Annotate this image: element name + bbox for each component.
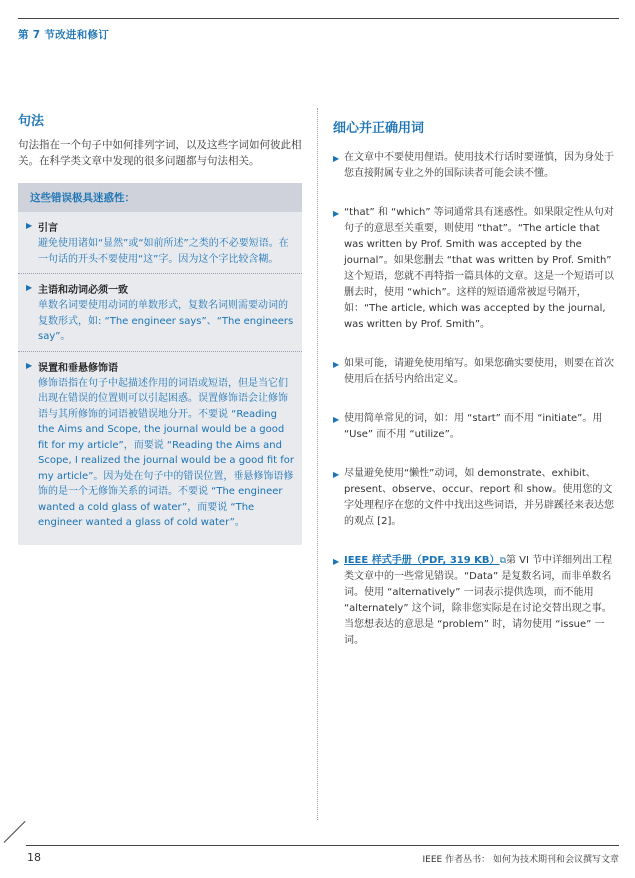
top-rule xyxy=(18,18,619,19)
list-item xyxy=(333,553,618,649)
syntax-intro: 句法指在一个句子中如何排列字词，以及这些字词如何彼此相关。在科学类文章中发现的很多问题都与句法相关。 xyxy=(18,139,302,167)
callout-item-body: 避免使用诸如“显然”或“如前所述”之类的不必要短语。在一句话的开头不要使用“这”字。因为这个字比较含糊。 xyxy=(38,238,289,265)
right-column xyxy=(333,117,618,672)
list-item xyxy=(333,411,618,443)
section-label: 第 7 节改进和修订 xyxy=(18,29,110,41)
document-title: 如何为技术期刊和会议撰写文章 xyxy=(492,855,619,865)
callout-item-body: 修饰语指在句子中起描述作用的词语或短语，但是当它们出现在错误的位置则可以引起困惑。误置修饰语会让修饰语与其所修饰的词语被错误地分开。不要说 “Reading the Aims and Scope, the journal would be a good fit for my article”，而要说 “Reading the Aims and Scope, I realized the journal would be a good fit for my article”。因为处在句子中的错误位置，垂悬修饰语修饰的是一个无修饰关系的词语。不要说 “The engineer wanted a cold glass of water”，而要说 “The engineer wanted a glass of cold water”。 xyxy=(38,377,294,528)
triangle-bullet-icon: ▶ xyxy=(333,415,340,424)
callout-item-title: 误置和垂悬修饰语 xyxy=(38,362,118,374)
callout-item-title: 引言 xyxy=(38,223,58,234)
triangle-bullet-icon: ▶ xyxy=(333,209,340,218)
callout-item-body: 单数名词要使用动词的单数形式，复数名词则需要动词的复数形式，如: “The engineer says”、“The engineers say”。 xyxy=(38,300,294,342)
callout-item-agreement xyxy=(18,274,302,352)
list-item-text: 如果可能，请避免使用缩写。如果您确实要使用，则要在首次使用后在括号内给出定义。 xyxy=(344,358,614,385)
triangle-bullet-icon: ▶ xyxy=(333,154,340,163)
list-item-text: 尽量避免使用“懒性”动词，如 demonstrate、exhibit、present、observe、occur、report 和 show。使用您的文字处理程序在您的文件中找出这些词语，并另辟蹊径来表达您的观点 [2]。 xyxy=(344,468,614,527)
triangle-bullet-icon: ▶ xyxy=(26,283,33,292)
external-link-icon[interactable]: ⧉ xyxy=(499,556,506,566)
list-item xyxy=(333,150,618,182)
list-item-text: 第 VI 节中详细列出工程类文章中的一些常见错误。“Data” 是复数名词，而非单数名词。使用 “alternatively” 一词表示提供选项，而不能用 “alternately” 这个词，除非您实际是在讨论交替出现之事。当您想表达的意思是 “problem” 时，请勿使用 “issue” 一词。 xyxy=(344,555,613,646)
list-item-text: 在文章中不要使用俚语。使用技术行话时要谨慎，因为身处于您直接附属专业之外的国际读者可能会读不懂。 xyxy=(344,152,614,179)
triangle-bullet-icon: ▶ xyxy=(333,470,340,479)
footer-text xyxy=(423,852,619,865)
triangle-bullet-icon: ▶ xyxy=(26,360,33,370)
callout-item-title: 主语和动词必须一致 xyxy=(38,285,128,296)
list-item-text: “that” 和 “which” 等词通常具有迷惑性。如果限定性从句对句子的意思至关重要，则使用 “that”。“The article that was written by Prof. Smith was accepted by the journal”。如果您删去 “that was written by Prof. Smith” 这个短语，您就不再特指一篇具体的文章。这是一个短语可以删去时，使用 “which”。这样的短语通常被逗号隔开，如：“The article, which was accepted by the journal, was written by Prof. Smith”。 xyxy=(344,207,614,330)
column-divider xyxy=(317,108,318,820)
word-choice-heading: 细心并正确用词 xyxy=(333,121,425,136)
callout-item-modifiers xyxy=(18,352,302,537)
triangle-bullet-icon: ▶ xyxy=(333,557,340,566)
footer-rule xyxy=(26,845,619,846)
callout-item-introduction xyxy=(18,212,302,274)
list-item xyxy=(333,466,618,530)
list-item xyxy=(333,205,618,333)
ieee-style-manual-link[interactable]: IEEE 样式手册（PDF, 319 KB） xyxy=(344,555,500,566)
triangle-bullet-icon: ▶ xyxy=(26,221,33,230)
series-name: IEEE 作者丛书： xyxy=(422,855,491,865)
triangle-bullet-icon: ▶ xyxy=(333,360,340,369)
page-number: 18 xyxy=(27,851,41,864)
footer-slash xyxy=(4,821,26,843)
callout-box xyxy=(18,183,302,545)
left-column xyxy=(18,110,302,545)
syntax-heading: 句法 xyxy=(18,114,45,129)
list-item xyxy=(333,356,618,388)
callout-header: 这些错误极具迷惑性： xyxy=(18,183,302,212)
list-item-text: 使用简单常见的词，如：用 “start” 而不用 “initiate”。用 “Use” 而不用 “utilize”。 xyxy=(344,413,603,440)
